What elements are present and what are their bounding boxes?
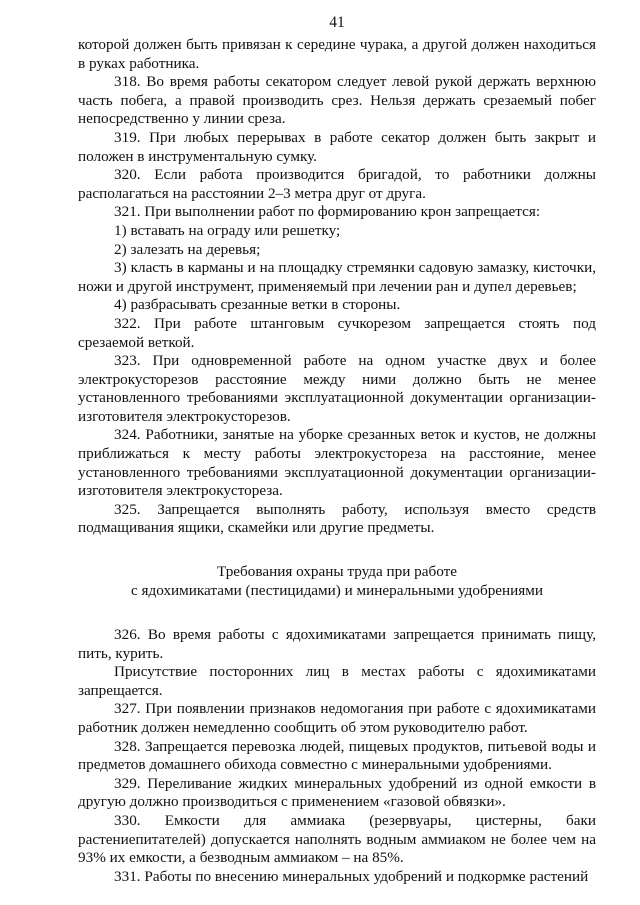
paragraph: 325. Запрещается выполнять работу, используя вместо средств подмащивания ящики, скамейки или другие предметы. (78, 500, 596, 537)
paragraph: 4) разбрасывать срезанные ветки в стороны. (114, 296, 401, 314)
paragraph: 328. Запрещается перевозка людей, пищевых продуктов, питьевой воды и предметов домашнего обихода совместно с минеральными удобрениями. (78, 737, 596, 774)
page-number: 41 (329, 14, 345, 31)
section-pruning-rules (78, 36, 596, 538)
paragraph: 322. При работе штанговым сучкорезом запрещается стоять под срезаемой веткой. (78, 314, 596, 351)
paragraph: 321. При выполнении работ по формированию крон запрещается: (114, 203, 541, 221)
paragraph: 331. Работы по внесению минеральных удобрений и подкормке растений (114, 867, 589, 885)
paragraph: 319. При любых перерывах в работе секатор должен быть закрыт и положен в инструментальную сумку. (78, 128, 596, 165)
paragraph: 3) класть в карманы и на площадку стремянки садовую замазку, кисточки, ножи и другой инструмент, применяемый при лечении ран и дупел деревьев; (78, 259, 596, 295)
section-heading-line-1: Требования охраны труда при работе (217, 563, 457, 581)
paragraph: 326. Во время работы с ядохимикатами запрещается принимать пищу, пить, курить. (78, 626, 596, 662)
paragraph: 320. Если работа производится бригадой, то работники должны располагаться на расстоянии 2–3 метра друг от друга. (78, 166, 596, 202)
paragraph: 324. Работники, занятые на уборке срезанных веток и кустов, не должны приближаться к месту работы электрокустореза на расстояние, менее установленного требованиями эксплуатационной документации организации-изготовителя электрокустореза. (78, 426, 596, 500)
paragraph: 318. Во время работы секатором следует левой рукой держать верхнюю часть побега, а правой производить срез. Нельзя держать срезаемый побег непосредственно у линии среза. (78, 73, 596, 128)
section-heading (78, 562, 596, 600)
paragraph: 329. Переливание жидких минеральных удобрений из одной емкости в другую должно производиться с применением «газовой обвязки». (78, 774, 596, 811)
paragraph: 330. Емкости для аммиака (резервуары, цистерны, баки растениепитателей) допускается наполнять водным аммиаком не более чем на 93% их емкости, а безводным аммиаком – на 85%. (78, 811, 596, 867)
paragraph: Присутствие посторонних лиц в местах работы с ядохимикатами запрещается. (78, 663, 596, 699)
section-chemicals-rules (78, 626, 596, 886)
paragraph: которой должен быть привязан к середине чурака, а другой должен находиться в руках работника. (78, 36, 596, 72)
paragraph: 323. При одновременной работе на одном участке двух и более электрокусторезов расстояние между ними должно быть не менее установленного требованиями эксплуатационной документации организации-изготовителя электрокусторезов. (78, 352, 596, 425)
paragraph: 1) вставать на ограду или решетку; (114, 221, 341, 239)
section-heading-line-2: с ядохимикатами (пестицидами) и минеральными удобрениями (130, 582, 544, 600)
paragraph: 2) залезать на деревья; (114, 240, 261, 258)
paragraph: 327. При появлении признаков недомогания при работе с ядохимикатами работник должен немедленно сообщить об этом руководителю работ. (78, 700, 596, 736)
